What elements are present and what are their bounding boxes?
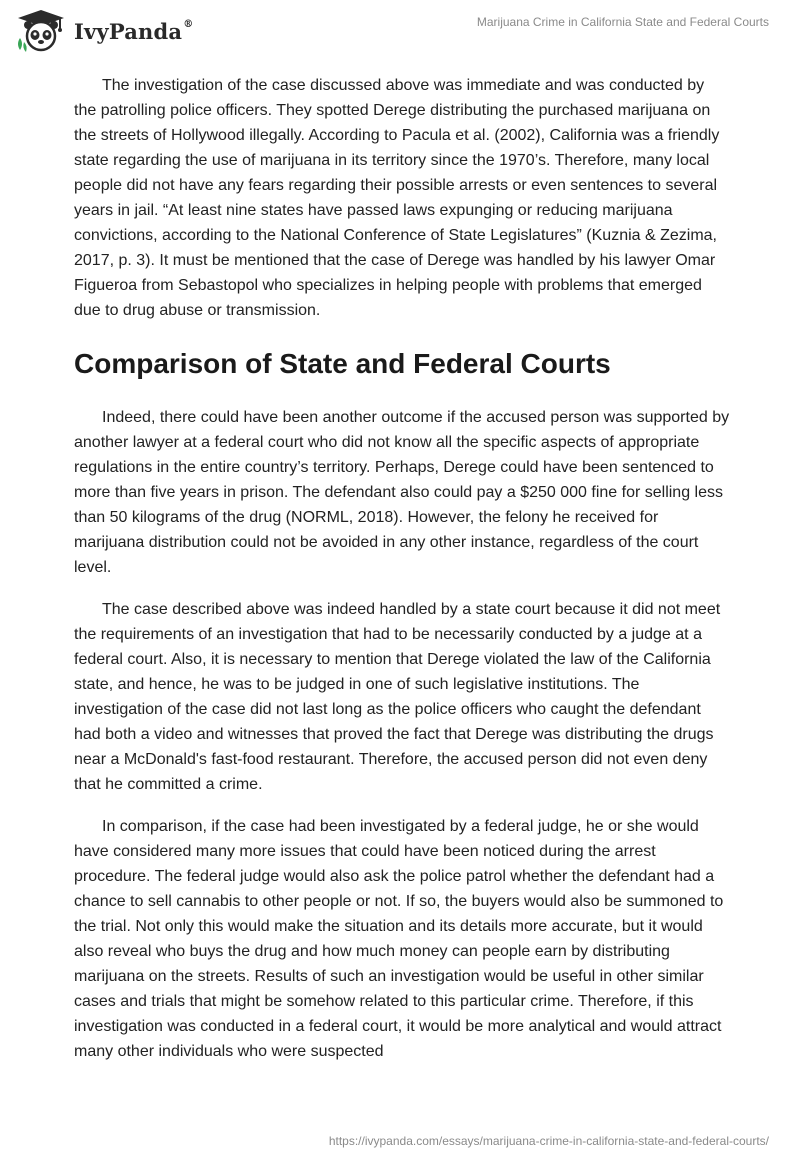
panda-logo-icon — [14, 8, 68, 52]
logo-text — [74, 19, 193, 44]
registered-mark: ® — [183, 18, 194, 30]
page-header — [0, 0, 800, 56]
document-title: Marijuana Crime in California State and Federal Courts — [476, 15, 769, 29]
logo[interactable] — [14, 8, 193, 52]
logo-wordmark: IvyPanda — [74, 18, 183, 44]
paragraph: The investigation of the case discussed above was immediate and was conducted by the patrolling police officers. They spotted Derege distributing the purchased marijuana on the streets of Hollywood illegally. According to Pacula et al. (2002), California was a friendly state regarding the use of marijuana in its territory since the 1970’s. Therefore, many local people did not have any fears regarding their possible arrests or even sentences to several years in jail. “At least nine states have passed laws expunging or reducing marijuana convictions, according to the National Conference of State Legislatures” (Kuznia & Zezima, 2017, p. 3). It must be mentioned that the case of Derege was handled by his lawyer Omar Figueroa from Sebastopol who specializes in helping people with problems that emerged due to drug abuse or transmission. — [74, 77, 720, 319]
paragraph: The case described above was indeed handled by a state court because it did not meet the requirements of an investigation that had to be necessarily conducted by a judge at a federal court. Also, it is necessary to mention that Derege violated the law of the California state, and hence, he was to be judged in one of such legislative institutions. The investigation of the case did not last long as the police officers who caught the defendant had both a video and witnesses that proved the fact that Derege was distributing the drugs near a McDonald's fast-food restaurant. Therefore, the accused person did not even deny that he committed a crime. — [74, 601, 721, 793]
paragraph: Indeed, there could have been another outcome if the accused person was supported by another lawyer at a federal court who did not know all the specific aspects of appropriate regulations in the entire country’s territory. Perhaps, Derege could have been sentenced to more than five years in prison. The defendant also could pay a $250 000 fine for selling less than 50 kilograms of the drug (NORML, 2018). However, the felony he received for marijuana distribution could not be avoided in any other instance, regardless of the court level. — [74, 409, 730, 576]
source-url[interactable]: https://ivypanda.com/essays/marijuana-crime-in-california-state-and-federal-courts/ — [328, 1134, 769, 1148]
paragraph: In comparison, if the case had been investigated by a federal judge, he or she would have considered many more issues that could have been noticed during the arrest procedure. The federal judge would also ask the police patrol whether the defendant had a chance to sell cannabis to other people or not. If so, the buyers would also be summoned to the trial. Not only this would make the situation and its details more accurate, but it would also reveal who buys the drug and how much money can people earn by distributing marijuana on the streets. Results of such an investigation would be useful in other similar cases and trials that might be somehow related to this particular crime. Therefore, if this investigation was conducted in a federal court, it would be more analytical and would attract many other individuals who were suspected — [74, 818, 724, 1060]
essay-content — [74, 73, 730, 1081]
section-heading: Comparison of State and Federal Courts — [74, 348, 611, 379]
